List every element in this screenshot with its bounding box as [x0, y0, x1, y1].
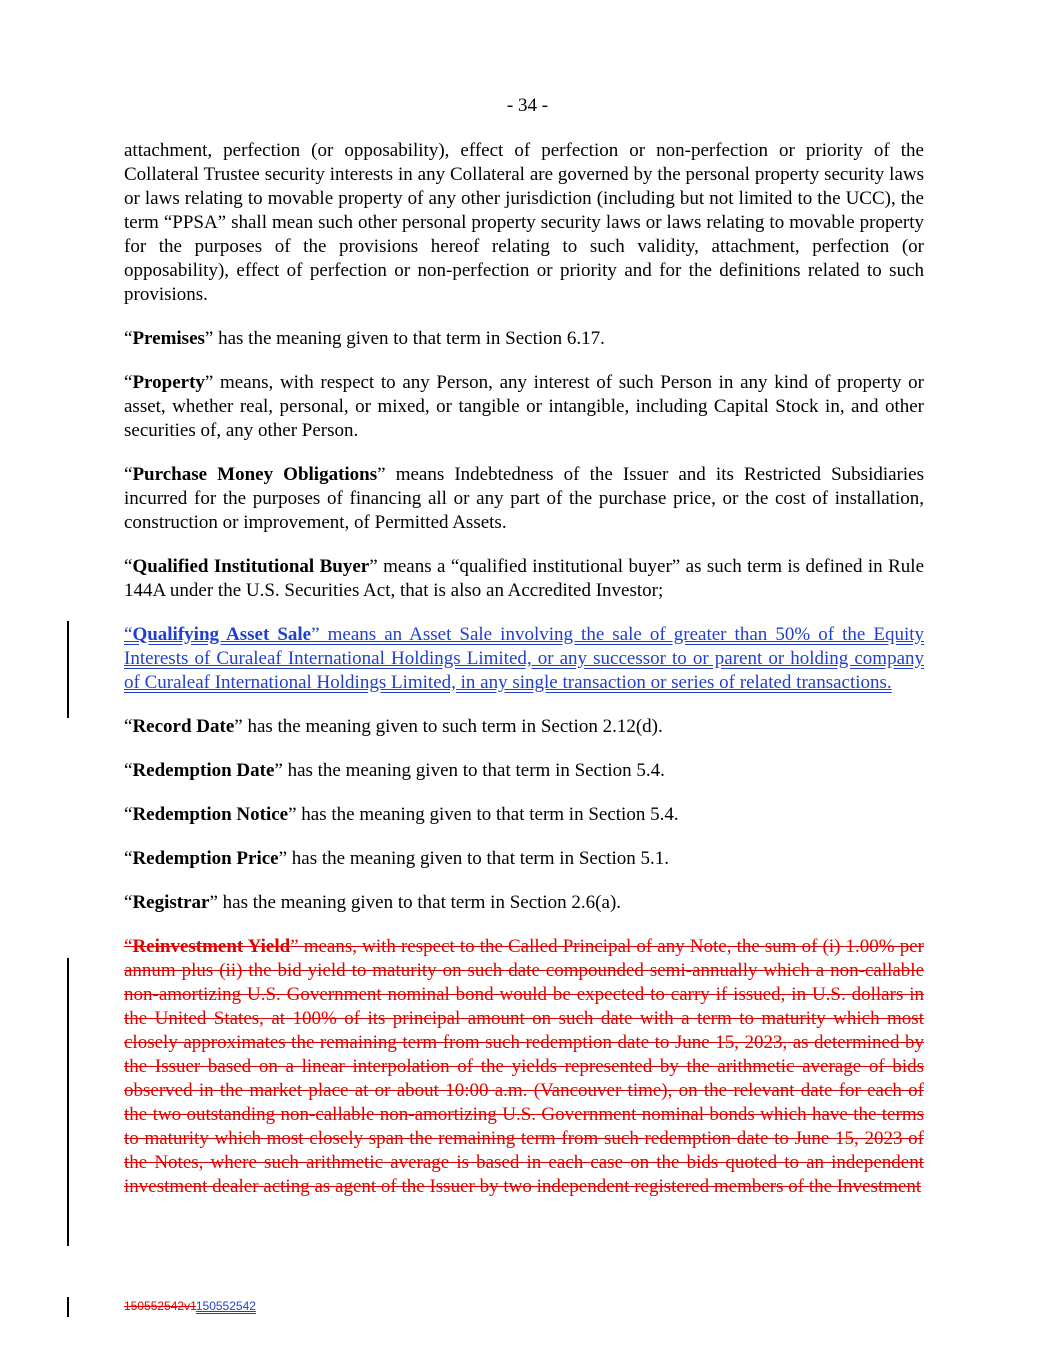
definition-text: ” means a “qualified institutional buyer” as such term is defined in Rule 144A under the U.S. Securities Act, that is also an Accredited Investor;: [124, 556, 924, 601]
definition-reinvestment-yield-deleted: [124, 935, 924, 1199]
open-quote: “: [124, 936, 133, 957]
document-body: [124, 139, 924, 1219]
change-bar-qualifying-asset-sale: [67, 621, 69, 718]
defined-term: Redemption Notice: [132, 804, 289, 825]
definition-text: ” has the meaning given to that term in Section 5.1.: [278, 848, 670, 869]
defined-term: Redemption Price: [132, 848, 279, 869]
defined-term: Property: [132, 372, 205, 393]
definition-text: ” means Indebtedness of the Issuer and its Restricted Subsidiaries incurred for the purposes of financing all or any part of the purchase price, or the cost of installation, construction or improvement, of Permitted Assets.: [124, 464, 924, 533]
definition-text: ” has the meaning given to that term in Section 5.4.: [274, 760, 665, 781]
deleted-document-id: 150552542v1: [124, 1299, 196, 1313]
open-quote: “: [124, 372, 133, 393]
open-quote: “: [124, 464, 133, 485]
definition-record-date: [124, 715, 924, 739]
defined-term: Purchase Money Obligations: [132, 464, 378, 485]
definition-text: ” has the meaning given to that term in Section 6.17.: [204, 328, 605, 349]
inserted-document-id: 150552542: [195, 1299, 256, 1313]
change-bar-reinvestment-yield: [67, 958, 69, 1246]
definition-redemption-date: [124, 759, 924, 783]
definition-registrar: [124, 891, 924, 915]
ppsa-continuation-paragraph: attachment, perfection (or opposability), effect of perfection or non-perfection or priority of the Collateral Trustee security interests in any Collateral are governed by the personal property security laws or laws relating to movable property of any other jurisdiction (including but not limited to the UCC), the term “PPSA” shall mean such other personal property security laws or laws relating to movable property for the purposes of the provisions hereof relating to such validity, attachment, perfection (or opposability), effect of perfection or non-perfection or priority and for the definitions related to such provisions.: [124, 140, 924, 305]
definition-text: ” means, with respect to the Called Principal of any Note, the sum of (i) 1.00% per annum plus (ii) the bid yield to maturity on such date compounded semi-annually which a non-callable non-amortizing U.S. Government nominal bond would be expected to carry if issued, in U.S. dollars in the United States, at 100% of its principal amount on such date with a term to maturity which most closely approximates the remaining term from such redemption date to June 15, 2023, as determined by the Issuer based on a linear interpolation of the yields represented by the arithmetic average of bids observed in the market place at or about 10:00 a.m. (Vancouver time), on the relevant date for each of the two outstanding non-callable non-amortizing U.S. Government nominal bonds which have the terms to maturity which most closely span the remaining term from such redemption date to June 15, 2023 of the Notes, where such arithmetic average is based in each case on the bids quoted to an independent investment dealer acting as agent of the Issuer by two independent registered members of the Investment: [124, 936, 924, 1197]
change-bar-footer: [67, 1297, 69, 1317]
definition-redemption-notice: [124, 803, 924, 827]
open-quote: “: [124, 760, 133, 781]
definition-qualifying-asset-sale-inserted: [124, 623, 924, 695]
definition-property: [124, 371, 924, 443]
page-number: - 34 -: [506, 95, 549, 116]
defined-term: Qualifying Asset Sale: [132, 624, 312, 645]
definition-text: ” has the meaning given to that term in Section 2.6(a).: [209, 892, 622, 913]
definition-purchase-money-obligations: [124, 463, 924, 535]
defined-term: Premises: [132, 328, 205, 349]
document-id-footer: [124, 1299, 256, 1313]
definition-text: ” has the meaning given to that term in Section 5.4.: [288, 804, 679, 825]
open-quote: “: [124, 556, 133, 577]
open-quote: “: [124, 328, 133, 349]
definition-text: ” means, with respect to any Person, any interest of such Person in any kind of property or asset, whether real, personal, or mixed, or tangible or intangible, including Capital Stock in, and other securities of, any other Person.: [124, 372, 924, 441]
open-quote: “: [124, 848, 133, 869]
definition-text: ” has the meaning given to such term in Section 2.12(d).: [234, 716, 663, 737]
defined-term: Qualified Institutional Buyer: [132, 556, 370, 577]
defined-term: Record Date: [132, 716, 235, 737]
definition-premises: [124, 327, 924, 351]
open-quote: “: [124, 804, 133, 825]
definition-qualified-institutional-buyer: [124, 555, 924, 603]
definition-text: ” means an Asset Sale involving the sale of greater than 50% of the Equity Interests of Curaleaf International Holdings Limited, or any successor to or parent or holding company of Curaleaf International Holdings Limited, in any single transaction or series of related transactions.: [124, 624, 925, 693]
defined-term: Registrar: [132, 892, 210, 913]
defined-term: Redemption Date: [132, 760, 275, 781]
definition-redemption-price: [124, 847, 924, 871]
open-quote: “: [124, 624, 133, 645]
defined-term: Reinvestment Yield: [132, 936, 291, 957]
open-quote: “: [124, 716, 133, 737]
open-quote: “: [124, 892, 133, 913]
